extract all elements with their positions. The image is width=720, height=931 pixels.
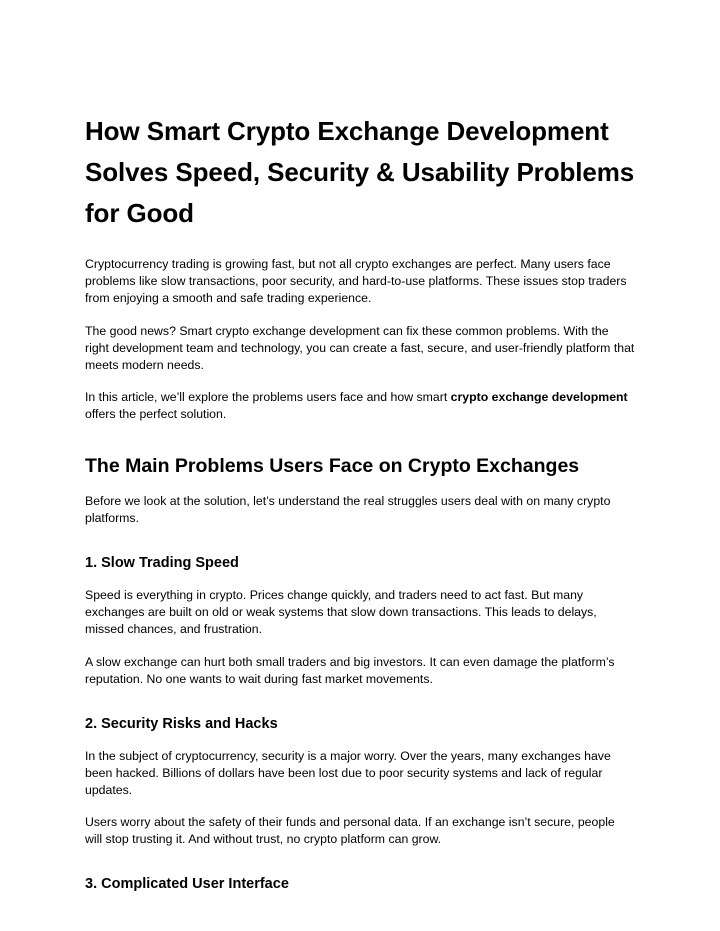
intro-text-after: offers the perfect solution. (85, 407, 227, 421)
problem-1-paragraph-2: A slow exchange can hurt both small traders and big investors. It can even damage the platform’s reputation. No one wants to wait during fast market movements. (85, 654, 615, 686)
section-intro-paragraph: Before we look at the solution, let’s understand the real struggles users deal with on many crypto platforms. (85, 494, 611, 525)
intro-paragraph-3 (85, 389, 635, 423)
intro-bold-keyword: crypto exchange development (450, 390, 628, 404)
problem-1-paragraph-1: Speed is everything in crypto. Prices change quickly, and traders need to act fast. But many exchanges are built on old or weak systems that slow down transactions. This leads to delays, missed chances, and frustration. (85, 588, 597, 636)
intro-text-before: In this article, we’ll explore the problems users face and how smart (85, 390, 451, 404)
problem-2-paragraph-2: Users worry about the safety of their funds and personal data. If an exchange isn’t secure, people will stop trusting it. And without trust, no crypto platform can grow. (85, 815, 615, 846)
problem-heading-1: 1. Slow Trading Speed (85, 555, 239, 571)
intro-paragraph-1: Cryptocurrency trading is growing fast, but not all crypto exchanges are perfect. Many users face problems like slow transactions, poor security, and hard-to-use platforms. These issues stop traders from enjoying a smooth and safe trading experience. (85, 257, 627, 305)
intro-paragraph-2: The good news? Smart crypto exchange development can fix these common problems. With the right development team and technology, you can create a fast, secure, and user-friendly platform that meets modern needs. (85, 323, 635, 372)
problem-2-paragraph-1: In the subject of cryptocurrency, security is a major worry. Over the years, many exchanges have been hacked. Billions of dollars have been lost due to poor security systems and lack of regular updates. (85, 748, 611, 797)
section-heading: The Main Problems Users Face on Crypto Exchanges (85, 455, 580, 477)
page-title: How Smart Crypto Exchange Development Solves Speed, Security & Usability Problems for Good (85, 116, 635, 228)
problem-heading-3: 3. Complicated User Interface (85, 876, 289, 892)
problem-heading-2: 2. Security Risks and Hacks (85, 715, 278, 732)
